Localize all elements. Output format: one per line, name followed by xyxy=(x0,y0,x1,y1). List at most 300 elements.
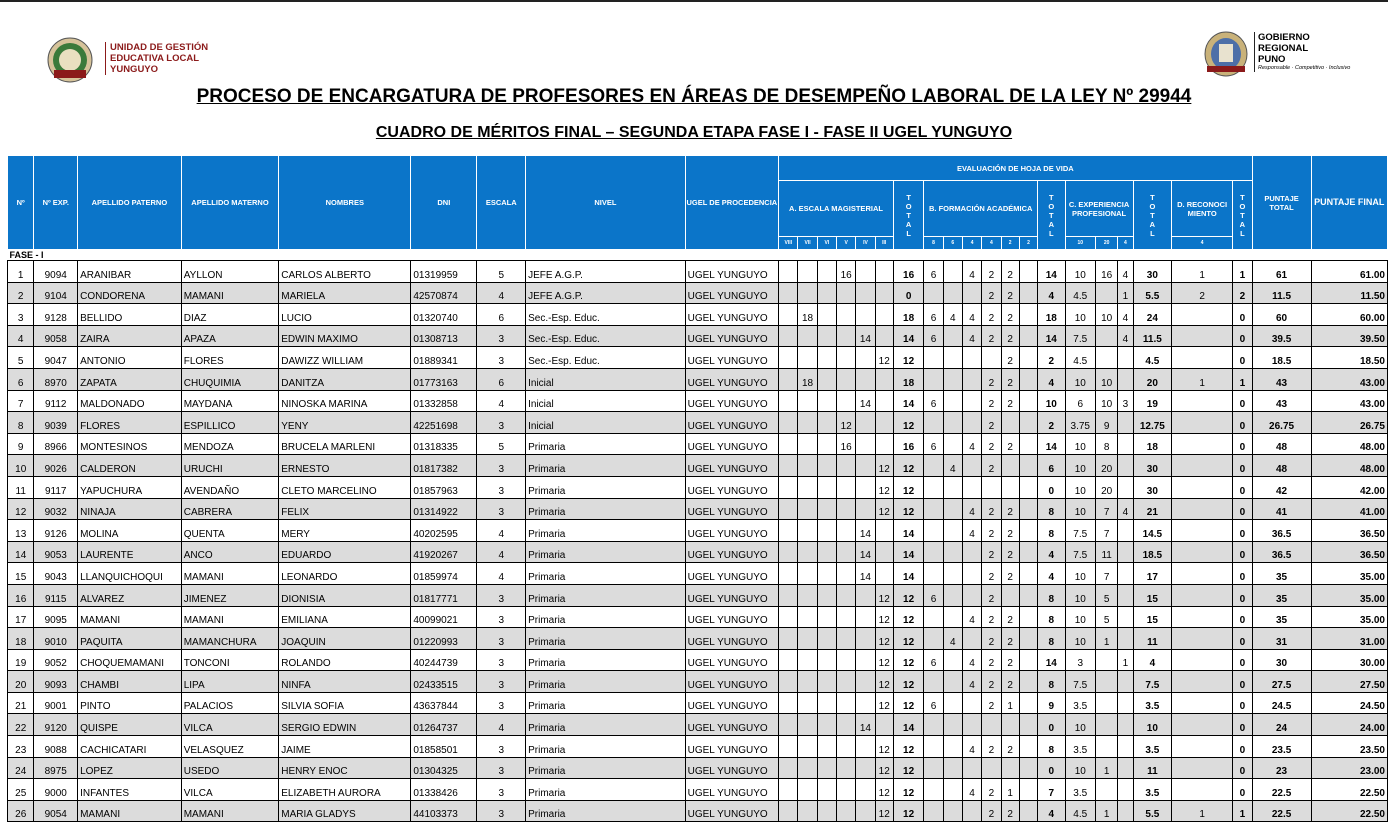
cell-exp: 9117 xyxy=(34,476,78,498)
cell-a3 xyxy=(817,390,836,412)
cell-b6 xyxy=(1019,649,1037,671)
cell-b1 xyxy=(924,628,943,650)
cell-c3: 4 xyxy=(1118,304,1133,326)
cell-b2 xyxy=(943,368,962,390)
col-formacion-academica: B. FORMACIÓN ACADÉMICA xyxy=(924,181,1038,237)
col-apellido-paterno: APELLIDO PATERNO xyxy=(78,156,182,250)
cell-td: 0 xyxy=(1233,714,1252,736)
cell-exp: 9026 xyxy=(34,455,78,477)
cell-d1 xyxy=(1172,476,1233,498)
cell-b5 xyxy=(1001,412,1019,434)
cell-a3 xyxy=(817,736,836,758)
cell-a5 xyxy=(856,584,875,606)
cell-a6: 12 xyxy=(875,476,893,498)
cell-b1 xyxy=(924,498,943,520)
cell-c2 xyxy=(1095,692,1117,714)
cell-a1 xyxy=(779,628,798,650)
table-row xyxy=(8,476,1388,498)
cell-b1 xyxy=(924,800,943,822)
cell-escala: 4 xyxy=(477,520,526,542)
cell-d1 xyxy=(1172,455,1233,477)
cell-n: 14 xyxy=(8,541,34,563)
cell-a5 xyxy=(856,476,875,498)
cell-escala: 3 xyxy=(477,476,526,498)
cell-c1: 10 xyxy=(1065,563,1095,585)
cell-b4: 2 xyxy=(982,261,1001,283)
cell-b3 xyxy=(962,412,981,434)
cell-b3: 4 xyxy=(962,325,981,347)
cell-amat: VILCA xyxy=(181,779,279,801)
col-total-a: T O T A L xyxy=(893,181,923,250)
cell-pt: 36.5 xyxy=(1252,541,1311,563)
cell-n: 17 xyxy=(8,606,34,628)
cell-c2: 7 xyxy=(1095,563,1117,585)
cell-td: 0 xyxy=(1233,649,1252,671)
cell-c1: 6 xyxy=(1065,390,1095,412)
cell-b4: 2 xyxy=(982,368,1001,390)
cell-amat: MENDOZA xyxy=(181,433,279,455)
cell-a2 xyxy=(798,455,817,477)
cell-b1 xyxy=(924,714,943,736)
cell-pt: 26.75 xyxy=(1252,412,1311,434)
cell-b4: 2 xyxy=(982,736,1001,758)
cell-dni: 40202595 xyxy=(411,520,477,542)
cell-c2 xyxy=(1095,282,1117,304)
cell-tb: 10 xyxy=(1038,390,1065,412)
cell-nombres: LUCIO xyxy=(279,304,411,326)
cell-c3 xyxy=(1118,628,1133,650)
cell-a2 xyxy=(798,476,817,498)
cell-a5 xyxy=(856,671,875,693)
cell-escala: 4 xyxy=(477,541,526,563)
cell-td: 0 xyxy=(1233,736,1252,758)
table-row xyxy=(8,757,1388,779)
cell-exp: 9053 xyxy=(34,541,78,563)
cell-tb: 0 xyxy=(1038,476,1065,498)
cell-b2 xyxy=(943,412,962,434)
cell-n: 18 xyxy=(8,628,34,650)
cell-a4 xyxy=(837,498,856,520)
cell-c3 xyxy=(1118,736,1133,758)
col-dni: DNI xyxy=(411,156,477,250)
cell-b2 xyxy=(943,282,962,304)
cell-b5: 2 xyxy=(1001,347,1019,369)
cell-nivel: Primaria xyxy=(526,433,686,455)
cell-b3: 4 xyxy=(962,736,981,758)
cell-dni: 40244739 xyxy=(411,649,477,671)
cell-a3 xyxy=(817,433,836,455)
cell-apat: ALVAREZ xyxy=(78,584,182,606)
cell-c2: 5 xyxy=(1095,584,1117,606)
cell-nombres: NINOSKA MARINA xyxy=(279,390,411,412)
cell-a6 xyxy=(875,282,893,304)
table-row xyxy=(8,520,1388,542)
cell-c3 xyxy=(1118,584,1133,606)
cell-pf: 22.50 xyxy=(1311,779,1387,801)
table-row xyxy=(8,692,1388,714)
cell-a1 xyxy=(779,606,798,628)
cell-c1: 10 xyxy=(1065,714,1095,736)
cell-d1: 2 xyxy=(1172,282,1233,304)
cell-tb: 4 xyxy=(1038,282,1065,304)
cell-tc: 10 xyxy=(1133,714,1172,736)
cell-amat: URUCHI xyxy=(181,455,279,477)
cell-b1 xyxy=(924,520,943,542)
cell-tb: 8 xyxy=(1038,498,1065,520)
subcol-a-2: VI xyxy=(817,237,836,250)
col-total-c: T O T A L xyxy=(1133,181,1172,250)
cell-apat: CHOQUEMAMANI xyxy=(78,649,182,671)
cell-a1 xyxy=(779,671,798,693)
cell-apat: CACHICATARI xyxy=(78,736,182,758)
gobierno-regional-seal-logo xyxy=(1203,30,1249,78)
subcol-c-0: 10 xyxy=(1065,237,1095,250)
cell-b3 xyxy=(962,757,981,779)
document-subtitle: CUADRO DE MÉRITOS FINAL – SEGUNDA ETAPA FASE I - FASE II UGEL YUNGUYO xyxy=(375,124,1013,141)
cell-amat: CHUQUIMIA xyxy=(181,368,279,390)
cell-a1 xyxy=(779,800,798,822)
cell-a6: 12 xyxy=(875,779,893,801)
cell-c1: 3.5 xyxy=(1065,736,1095,758)
cell-b1: 6 xyxy=(924,584,943,606)
cell-td: 2 xyxy=(1233,282,1252,304)
cell-a2 xyxy=(798,584,817,606)
cell-ta: 12 xyxy=(893,412,923,434)
cell-amat: APAZA xyxy=(181,325,279,347)
cell-escala: 3 xyxy=(477,498,526,520)
cell-ugel: UGEL YUNGUYO xyxy=(685,433,778,455)
cell-b5: 2 xyxy=(1001,541,1019,563)
cell-td: 1 xyxy=(1233,800,1252,822)
cell-dni: 01889341 xyxy=(411,347,477,369)
cell-c1: 10 xyxy=(1065,455,1095,477)
cell-apat: CALDERON xyxy=(78,455,182,477)
cell-a6: 12 xyxy=(875,692,893,714)
cell-apat: QUISPE xyxy=(78,714,182,736)
cell-ugel: UGEL YUNGUYO xyxy=(685,714,778,736)
cell-b3 xyxy=(962,563,981,585)
cell-c1: 3.5 xyxy=(1065,779,1095,801)
cell-a1 xyxy=(779,390,798,412)
subcol-b-3: 4 xyxy=(982,237,1001,250)
cell-tc: 18 xyxy=(1133,433,1172,455)
table-row xyxy=(8,584,1388,606)
cell-pt: 60 xyxy=(1252,304,1311,326)
subcol-a-0: VIII xyxy=(779,237,798,250)
cell-c2: 20 xyxy=(1095,455,1117,477)
cell-a1 xyxy=(779,347,798,369)
cell-d1: 1 xyxy=(1172,368,1233,390)
cell-pt: 24 xyxy=(1252,714,1311,736)
cell-a6: 12 xyxy=(875,628,893,650)
cell-a2 xyxy=(798,563,817,585)
cell-b3 xyxy=(962,714,981,736)
cell-a2 xyxy=(798,282,817,304)
cell-dni: 01318335 xyxy=(411,433,477,455)
cell-a3 xyxy=(817,692,836,714)
cell-d1 xyxy=(1172,649,1233,671)
cell-b6 xyxy=(1019,779,1037,801)
cell-exp: 9120 xyxy=(34,714,78,736)
cell-a1 xyxy=(779,714,798,736)
cell-c1: 7.5 xyxy=(1065,520,1095,542)
cell-a2 xyxy=(798,347,817,369)
cell-tc: 15 xyxy=(1133,584,1172,606)
cell-b4: 2 xyxy=(982,606,1001,628)
cell-b2 xyxy=(943,433,962,455)
cell-a4 xyxy=(837,714,856,736)
cell-pf: 36.50 xyxy=(1311,541,1387,563)
col-total-b: T O T A L xyxy=(1038,181,1065,250)
cell-tc: 3.5 xyxy=(1133,779,1172,801)
cell-dni: 01817771 xyxy=(411,584,477,606)
cell-pt: 23 xyxy=(1252,757,1311,779)
cell-c1: 10 xyxy=(1065,628,1095,650)
cell-c3 xyxy=(1118,541,1133,563)
cell-ugel: UGEL YUNGUYO xyxy=(685,606,778,628)
cell-td: 0 xyxy=(1233,520,1252,542)
cell-n: 4 xyxy=(8,325,34,347)
cell-a4 xyxy=(837,390,856,412)
cell-c1: 10 xyxy=(1065,757,1095,779)
cell-td: 1 xyxy=(1233,261,1252,283)
cell-b2 xyxy=(943,325,962,347)
cell-n: 15 xyxy=(8,563,34,585)
cell-b5: 2 xyxy=(1001,649,1019,671)
cell-n: 11 xyxy=(8,476,34,498)
cell-a5 xyxy=(856,412,875,434)
cell-nivel: Inicial xyxy=(526,390,686,412)
cell-a5: 14 xyxy=(856,520,875,542)
cell-b2 xyxy=(943,757,962,779)
cell-apat: FLORES xyxy=(78,412,182,434)
cell-nombres: DIONISIA xyxy=(279,584,411,606)
cell-b4: 2 xyxy=(982,800,1001,822)
cell-b5: 1 xyxy=(1001,692,1019,714)
cell-apat: CONDORENA xyxy=(78,282,182,304)
cell-a1 xyxy=(779,649,798,671)
cell-pf: 43.00 xyxy=(1311,368,1387,390)
cell-a6 xyxy=(875,520,893,542)
cell-ta: 12 xyxy=(893,347,923,369)
cell-c2 xyxy=(1095,325,1117,347)
cell-n: 21 xyxy=(8,692,34,714)
cell-nivel: Inicial xyxy=(526,368,686,390)
cell-escala: 3 xyxy=(477,671,526,693)
cell-b1 xyxy=(924,347,943,369)
cell-d1 xyxy=(1172,584,1233,606)
cell-b4: 2 xyxy=(982,498,1001,520)
cell-a3 xyxy=(817,520,836,542)
cell-pt: 35 xyxy=(1252,584,1311,606)
cell-a1 xyxy=(779,541,798,563)
cell-b3: 4 xyxy=(962,606,981,628)
cell-b1: 6 xyxy=(924,261,943,283)
cell-c1: 10 xyxy=(1065,498,1095,520)
cell-tc: 15 xyxy=(1133,606,1172,628)
cell-pt: 22.5 xyxy=(1252,800,1311,822)
cell-pt: 23.5 xyxy=(1252,736,1311,758)
cell-a3 xyxy=(817,606,836,628)
cell-td: 1 xyxy=(1233,368,1252,390)
cell-b2 xyxy=(943,563,962,585)
cell-b3: 4 xyxy=(962,261,981,283)
cell-apat: YAPUCHURA xyxy=(78,476,182,498)
cell-tc: 14.5 xyxy=(1133,520,1172,542)
subcol-c-2: 4 xyxy=(1118,237,1133,250)
cell-escala: 4 xyxy=(477,390,526,412)
cell-a1 xyxy=(779,757,798,779)
cell-nivel: Primaria xyxy=(526,455,686,477)
cell-exp: 9052 xyxy=(34,649,78,671)
cell-ta: 12 xyxy=(893,584,923,606)
cell-a4: 16 xyxy=(837,261,856,283)
cell-td: 0 xyxy=(1233,541,1252,563)
cell-b1 xyxy=(924,671,943,693)
cell-b5 xyxy=(1001,584,1019,606)
cell-ta: 14 xyxy=(893,563,923,585)
cell-a2 xyxy=(798,412,817,434)
cell-escala: 4 xyxy=(477,563,526,585)
cell-escala: 6 xyxy=(477,368,526,390)
cell-b4: 2 xyxy=(982,520,1001,542)
cell-b2 xyxy=(943,261,962,283)
cell-amat: USEDO xyxy=(181,757,279,779)
cell-a3 xyxy=(817,800,836,822)
cell-ta: 12 xyxy=(893,800,923,822)
cell-d1 xyxy=(1172,692,1233,714)
cell-nivel: Sec.-Esp. Educ. xyxy=(526,347,686,369)
cell-b5: 2 xyxy=(1001,606,1019,628)
cell-exp: 9093 xyxy=(34,671,78,693)
cell-tb: 7 xyxy=(1038,779,1065,801)
cell-nivel: Inicial xyxy=(526,412,686,434)
col-escala: ESCALA xyxy=(477,156,526,250)
cell-b6 xyxy=(1019,800,1037,822)
cell-a4 xyxy=(837,325,856,347)
table-row xyxy=(8,736,1388,758)
cell-tc: 11 xyxy=(1133,628,1172,650)
cell-tc: 18.5 xyxy=(1133,541,1172,563)
cell-d1 xyxy=(1172,541,1233,563)
cell-b3 xyxy=(962,282,981,304)
cell-exp: 9010 xyxy=(34,628,78,650)
cell-a3 xyxy=(817,628,836,650)
cell-ugel: UGEL YUNGUYO xyxy=(685,671,778,693)
cell-c3 xyxy=(1118,433,1133,455)
cell-n: 9 xyxy=(8,433,34,455)
cell-a5 xyxy=(856,282,875,304)
fase-label: FASE - I xyxy=(8,250,1388,261)
cell-exp: 9043 xyxy=(34,563,78,585)
cell-a4 xyxy=(837,757,856,779)
cell-n: 25 xyxy=(8,779,34,801)
cell-c3 xyxy=(1118,779,1133,801)
cell-escala: 4 xyxy=(477,282,526,304)
cell-b3 xyxy=(962,692,981,714)
cell-ugel: UGEL YUNGUYO xyxy=(685,736,778,758)
cell-pt: 35 xyxy=(1252,563,1311,585)
table-body xyxy=(8,250,1388,822)
cell-pt: 27.5 xyxy=(1252,671,1311,693)
cell-a1 xyxy=(779,261,798,283)
cell-a1 xyxy=(779,455,798,477)
cell-pf: 11.50 xyxy=(1311,282,1387,304)
cell-pt: 36.5 xyxy=(1252,520,1311,542)
cell-b1 xyxy=(924,563,943,585)
cell-a6: 12 xyxy=(875,455,893,477)
cell-b3: 4 xyxy=(962,779,981,801)
cell-c2: 8 xyxy=(1095,433,1117,455)
cell-td: 0 xyxy=(1233,304,1252,326)
cell-nombres: ERNESTO xyxy=(279,455,411,477)
cell-n: 3 xyxy=(8,304,34,326)
cell-d1 xyxy=(1172,671,1233,693)
cell-b1 xyxy=(924,412,943,434)
cell-c2 xyxy=(1095,714,1117,736)
cell-pf: 36.50 xyxy=(1311,520,1387,542)
cell-n: 26 xyxy=(8,800,34,822)
fase-row xyxy=(8,250,1388,261)
cell-b2 xyxy=(943,390,962,412)
cell-dni: 01264737 xyxy=(411,714,477,736)
cell-nivel: Sec.-Esp. Educ. xyxy=(526,325,686,347)
cell-b3 xyxy=(962,390,981,412)
cell-b5: 2 xyxy=(1001,563,1019,585)
table-row xyxy=(8,541,1388,563)
subcol-b-0: 8 xyxy=(924,237,943,250)
cell-a5: 14 xyxy=(856,563,875,585)
cell-exp: 9128 xyxy=(34,304,78,326)
cell-nivel: Primaria xyxy=(526,476,686,498)
subcol-a-3: V xyxy=(837,237,856,250)
cell-dni: 01220993 xyxy=(411,628,477,650)
cell-b2 xyxy=(943,476,962,498)
cell-d1 xyxy=(1172,520,1233,542)
cell-a6: 12 xyxy=(875,649,893,671)
cell-b2 xyxy=(943,584,962,606)
cell-ugel: UGEL YUNGUYO xyxy=(685,692,778,714)
cell-c2: 16 xyxy=(1095,261,1117,283)
cell-escala: 3 xyxy=(477,779,526,801)
cell-nivel: JEFE A.G.P. xyxy=(526,282,686,304)
cell-n: 24 xyxy=(8,757,34,779)
cell-b3: 4 xyxy=(962,433,981,455)
cell-escala: 6 xyxy=(477,304,526,326)
cell-c2: 10 xyxy=(1095,304,1117,326)
col-experiencia-profesional: C. EXPERIENCIA PROFESIONAL xyxy=(1065,181,1133,237)
cell-b4: 2 xyxy=(982,282,1001,304)
cell-b3 xyxy=(962,584,981,606)
cell-n: 1 xyxy=(8,261,34,283)
cell-pf: 27.50 xyxy=(1311,671,1387,693)
cell-b3: 4 xyxy=(962,671,981,693)
cell-tb: 8 xyxy=(1038,606,1065,628)
cell-c1: 10 xyxy=(1065,584,1095,606)
subcol-a-4: IV xyxy=(856,237,875,250)
cell-amat: VILCA xyxy=(181,714,279,736)
cell-a5 xyxy=(856,649,875,671)
cell-tb: 4 xyxy=(1038,368,1065,390)
cell-c1: 10 xyxy=(1065,304,1095,326)
cell-nombres: LEONARDO xyxy=(279,563,411,585)
cell-ta: 16 xyxy=(893,261,923,283)
cell-pf: 43.00 xyxy=(1311,390,1387,412)
cell-b4: 2 xyxy=(982,412,1001,434)
cell-c3 xyxy=(1118,520,1133,542)
cell-nombres: SILVIA SOFIA xyxy=(279,692,411,714)
cell-a3 xyxy=(817,261,836,283)
